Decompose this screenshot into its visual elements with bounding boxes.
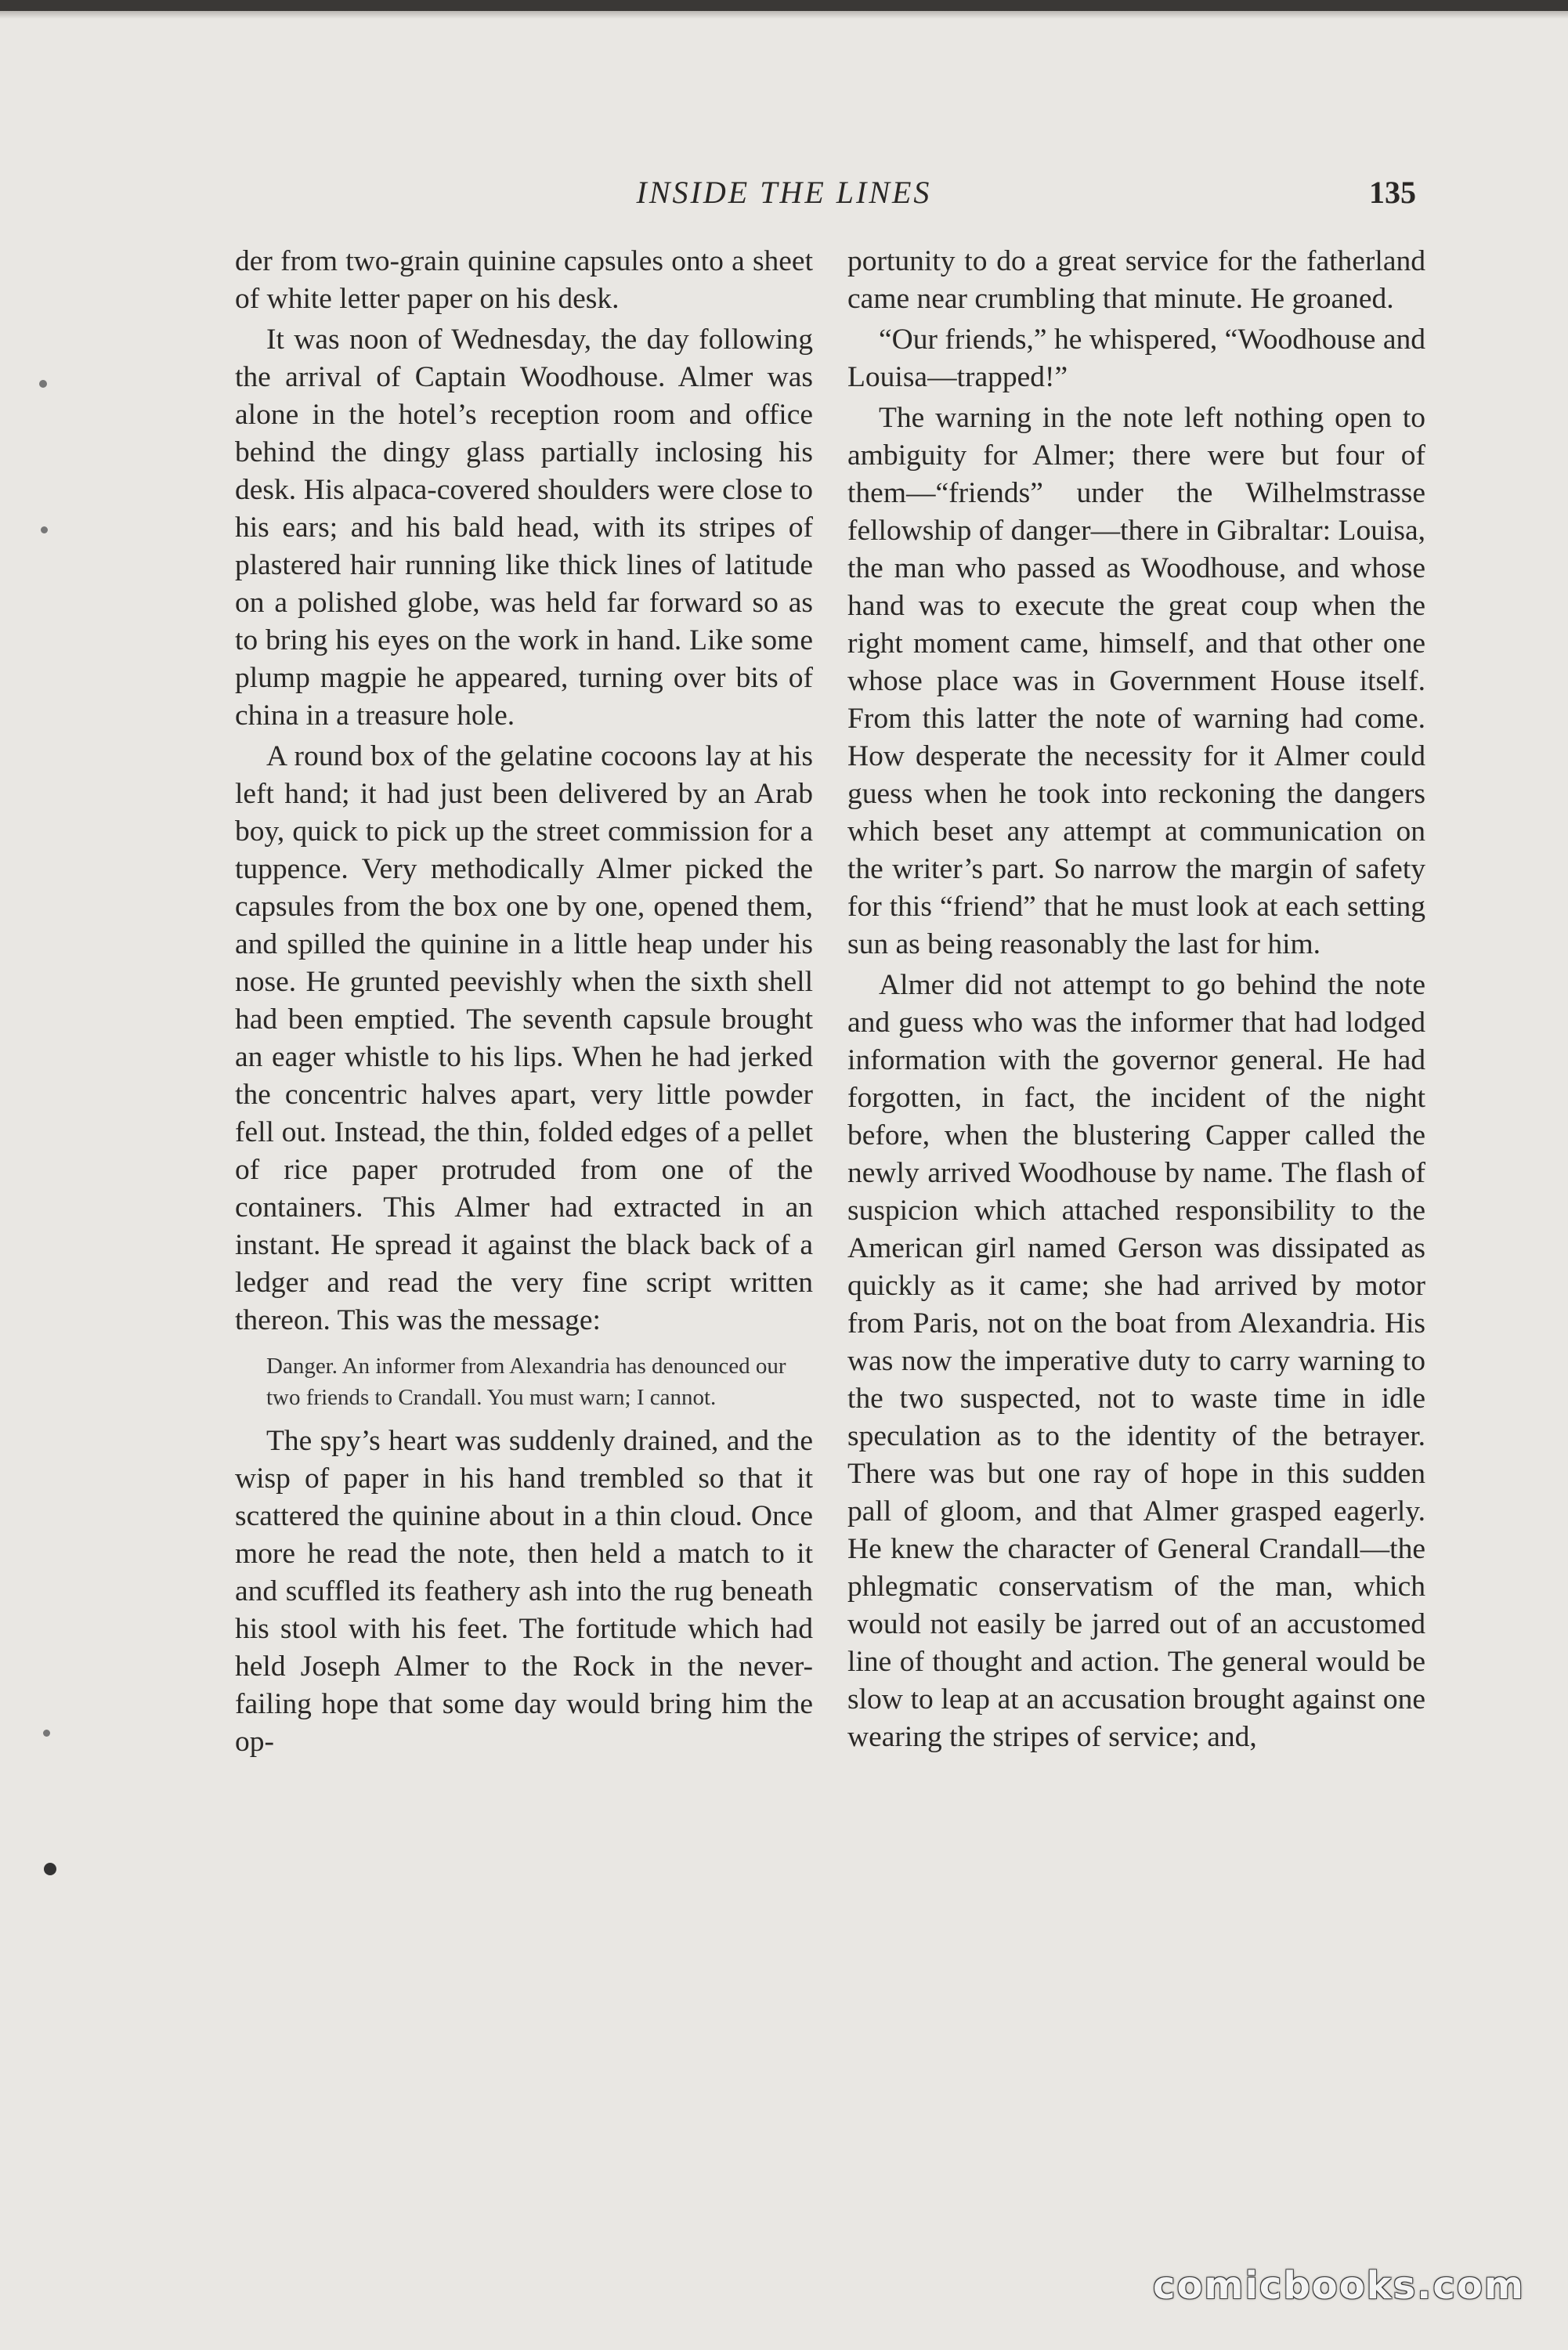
paragraph: The warning in the note left nothing open to ambiguity for Almer; there were but four of them—“friends” under the Wilhelmstrasse fellowship of danger—there in Gibraltar: Louisa, the man who passed as Woodhouse, and whose hand was to execute the great coup when the right moment came, himself, and that other one whose place was in Government House itself. From this latter the note of warning had come. How desperate the necessity for it Almer could guess when he took into reckoning the dangers which beset any attempt at communication on the writer’s part. So narrow the margin of safety for this “friend” that he must look at each setting sun as being reasonably the last for him. [847, 402, 1425, 960]
paragraph: “Our friends,” he whispered, “Woodhouse and Louisa—trapped!” [847, 324, 1425, 393]
paragraph: Almer did not attempt to go behind the note and guess who was the informer that had lodged information with the governor general. He had forgotten, in fact, the incident of the night before, when the blustering Capper called the newly arrived Woodhouse by name. The flash of suspicion which attached responsibility to the American girl named Gerson was dissipated as quickly as it came; she had arrived by motor from Paris, not on the boat from Alexandria. His was now the imperative duty to carry warning to the two suspected, not to waste time in idle speculation as to the identity of the betrayer. There was but one ray of hope in this sudden pall of gloom, and that Almer grasped eagerly. He knew the character of General Crandall—the phlegmatic conservatism of the man, which would not easily be jarred out of an accustomed line of thought and action. The general would be slow to leap at an accusation brought against one wearing the stripes of service; and, [847, 969, 1425, 1753]
secret-message: Danger. An informer from Alexandria has denounced our two friends to Crandall. You must warn; I cannot. [266, 1354, 786, 1410]
binding-hole [44, 1863, 56, 1875]
paragraph: portunity to do a great service for the fatherland came near crumbling that minute. He groaned. [847, 245, 1425, 315]
paragraph: A round box of the gelatine cocoons lay at his left hand; it had just been delivered by an Arab boy, quick to pick up the street commission for a tuppence. Very methodically Almer picked the capsules from the box one by one, opened them, and spilled the quinine in a little heap under his nose. He grunted peevishly when the sixth shell had been emptied. The seventh capsule brought an eager whistle to his lips. When he had jerked the concentric halves apart, very little powder fell out. Instead, the thin, folded edges of a pellet of rice paper protruded from one of the containers. This Almer had extracted in an instant. He spread it against the black back of a ledger and read the very fine script written thereon. This was the message: [235, 740, 813, 1336]
binding-hole [39, 380, 47, 388]
paragraph: der from two-grain quinine capsules onto a sheet of white letter paper on his desk. [235, 245, 813, 315]
running-header-title: INSIDE THE LINES [636, 175, 932, 210]
left-text-column [235, 243, 813, 1761]
paragraph: The spy’s heart was suddenly drained, and the wisp of paper in his hand trembled so that it scattered the quinine about in a thin cloud. Once more he read the note, then held a match to it and scuffled its feathery ash into the rug beneath his stool with his feet. The fortitude which had held Joseph Almer to the Rock in the never-failing hope that some day would bring him the op- [235, 1425, 813, 1758]
page-number: 135 [1369, 175, 1416, 210]
page-top-shadow [0, 11, 1568, 19]
watermark: comicbooks.com [1153, 2264, 1525, 2308]
paragraph: It was noon of Wednesday, the day following the arrival of Captain Woodhouse. Almer was alone in the hotel’s reception room and office behind the dingy glass partially inclosing his desk. His alpaca-covered shoulders were close to his ears; and his bald head, with its stripes of plastered hair running like thick lines of latitude on a polished globe, was held far forward so as to bring his eyes on the work in hand. Like some plump magpie he appeared, turning over bits of china in a treasure hole. [235, 324, 813, 732]
binding-hole [41, 526, 48, 533]
right-text-column [847, 243, 1425, 1756]
page-top-edge [0, 0, 1568, 11]
binding-hole [43, 1730, 50, 1737]
